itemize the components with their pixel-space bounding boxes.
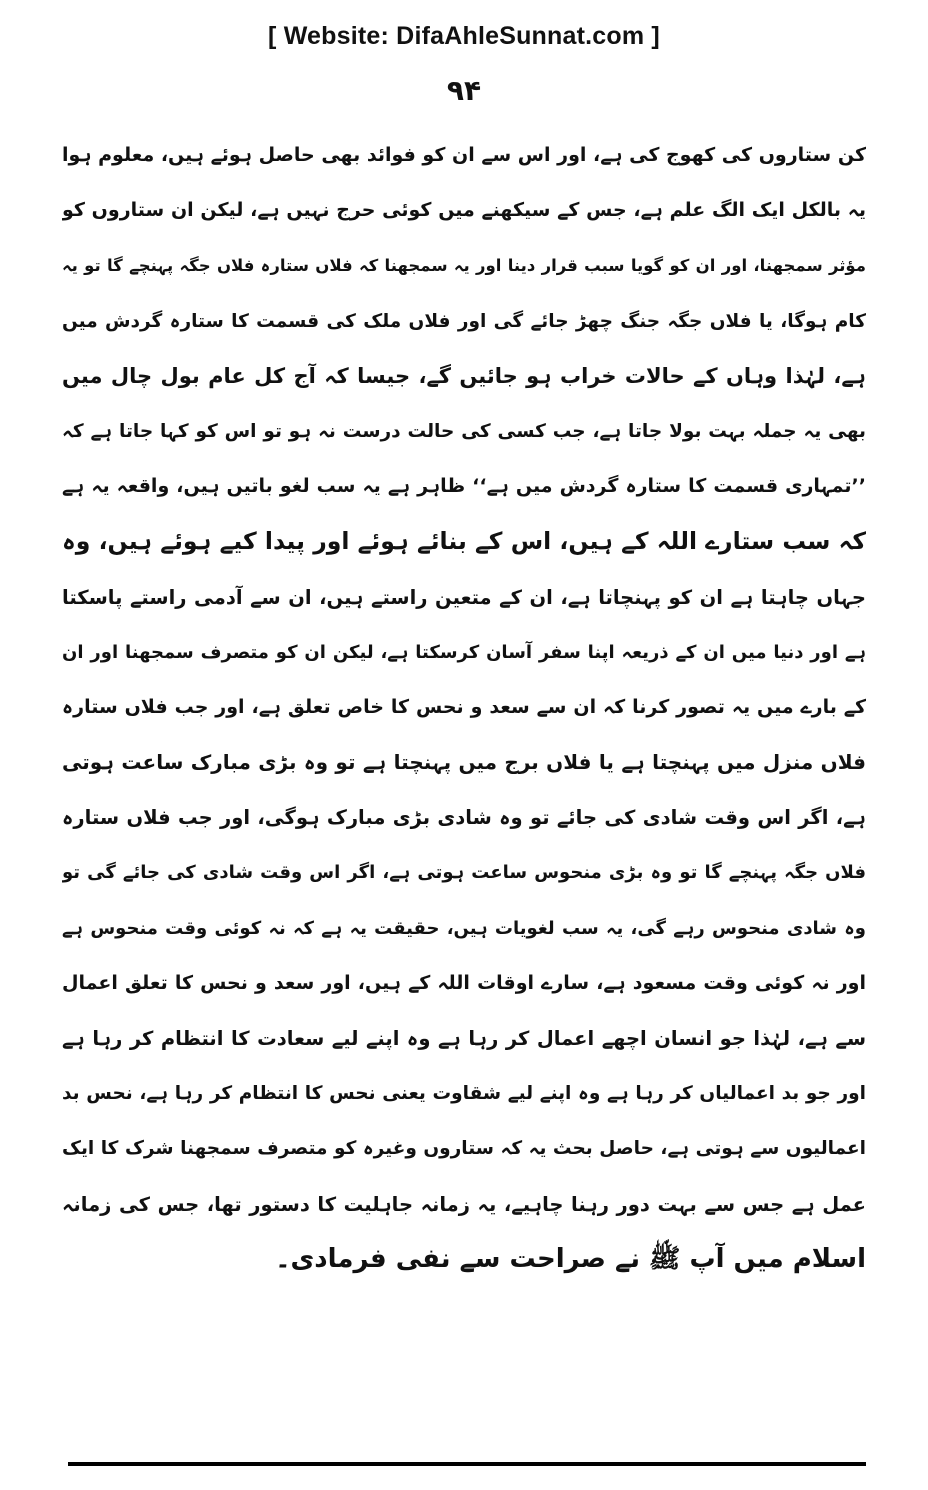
text-line: ہے، لہٰذا وہاں کے حالات خراب ہو جائیں گے، جیسا کہ آج کل عام بول چال میں [62,363,866,388]
text-line: بھی یہ جملہ بہت بولا جاتا ہے، جب کسی کی حالت درست نہ ہو تو اس کو کہا جاتا ہے کہ [62,420,866,442]
text-line: کام ہوگا، یا فلاں جگہ جنگ چھڑ جائے گی اور فلاں ملک کی قسمت کا ستارہ گردش میں [62,310,866,332]
text-line: سے ہے، لہٰذا جو انسان اچھے اعمال کر رہا ہے وہ اپنے لیے سعادت کا انتظام کر رہا ہے [62,1027,866,1050]
text-line: اعمالیوں سے ہوتی ہے، حاصل بحث یہ کہ ستاروں وغیرہ کو متصرف سمجھنا شرک کا ایک [62,1138,866,1160]
text-line: وہ شادی منحوس رہے گی، یہ سب لغویات ہیں، حقیقت یہ ہے کہ نہ کوئی وقت منحوس ہے [62,917,866,939]
text-line: اسلام میں آپ ﷺ نے صراحت سے نفی فرمادی۔ [275,1243,866,1274]
text-line: اور جو بد اعمالیاں کر رہا ہے وہ اپنے لیے شقاوت یعنی نحس کا انتظام کر رہا ہے، نحس بد [62,1083,866,1105]
body-text [62,128,866,1287]
text-line: ہے اور دنیا میں ان کے ذریعہ اپنا سفر آسان کرسکتا ہے، لیکن ان کو متصرف سمجھنا اور ان [62,641,866,663]
text-line: کے بارے میں یہ تصور کرنا کہ ان سے سعد و نحس کا خاص تعلق ہے، اور جب فلاں ستارہ [62,695,866,718]
text-line: عمل ہے جس سے بہت دور رہنا چاہیے، یہ زمانہ جاہلیت کا دستور تھا، جس کی زمانہ [62,1192,866,1216]
text-line: کن ستاروں کی کھوج کی ہے، اور اس سے ان کو فوائد بھی حاصل ہوئے ہیں، معلوم ہوا [62,144,866,166]
text-line: جہاں چاہتا ہے ان کو پہنچاتا ہے، ان کے متعین راستے ہیں، ان سے آدمی راستے پاسکتا [62,585,866,609]
text-line: ’’تمہاری قسمت کا ستارہ گردش میں ہے‘‘ ظاہر ہے یہ سب لغو باتیں ہیں، واقعہ یہ ہے [62,475,866,498]
text-line: فلاں جگہ پہنچے گا تو وہ بڑی منحوس ساعت ہوتی ہے، اگر اس وقت شادی کی جائے گی تو [62,862,866,884]
text-line: مؤثر سمجھنا، اور ان کو گویا سبب قرار دینا اور یہ سمجھنا کہ فلاں ستارہ فلاں جگہ پہنچے گا تو یہ [62,256,866,276]
text-line: ہے، اگر اس وقت شادی کی جائے تو وہ شادی بڑی مبارک ہوگی، اور جب فلاں ستارہ [62,806,866,830]
text-line: فلاں منزل میں پہنچتا ہے یا فلاں برج میں پہنچتا ہے تو وہ بڑی مبارک ساعت ہوتی [62,750,866,775]
text-line: اور نہ کوئی وقت مسعود ہے، سارے اوقات اللہ کے ہیں، اور سعد و نحس کا تعلق اعمال [62,971,866,994]
footer-rule [68,1462,866,1466]
page-number: ۹۴ [446,74,482,107]
text-line: کہ سب ستارے اللہ کے ہیں، اس کے بنائے ہوئے اور پیدا کیے ہوئے ہیں، وہ [62,527,866,556]
text-line: یہ بالکل ایک الگ علم ہے، جس کے سیکھنے میں کوئی حرج نہیں ہے، لیکن ان ستاروں کو [62,199,866,222]
website-header: [ Website: DifaAhleSunnat.com ] [268,22,660,50]
